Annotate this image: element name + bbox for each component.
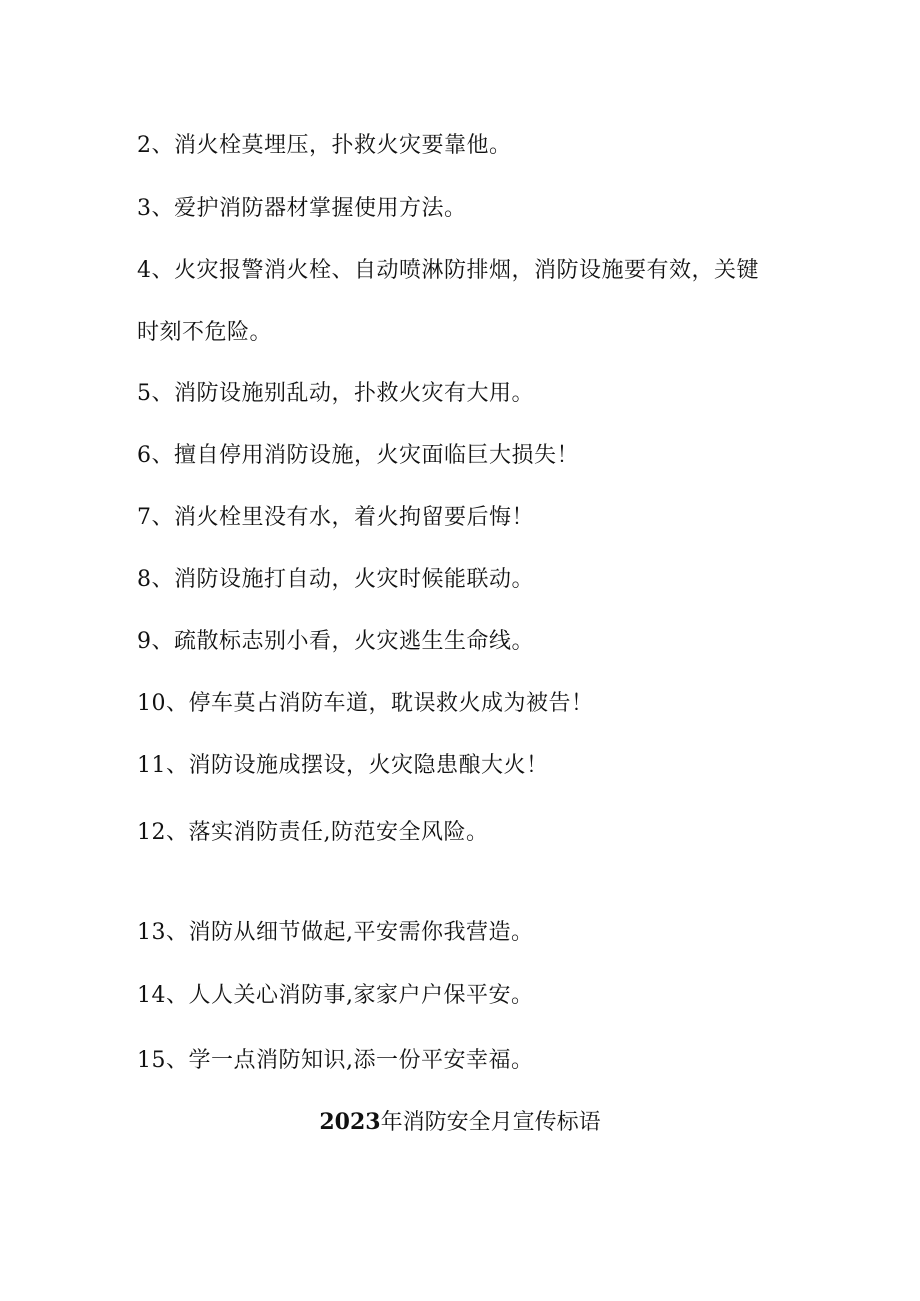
slogan-line: 3、爱护消防器材掌握使用方法。 [137, 196, 467, 221]
slogan-line: 5、消防设施别乱动，扑救火灾有大用。 [137, 381, 534, 406]
slogan-line: 11、消防设施成摆设，火灾隐患酿大火！ [137, 753, 549, 778]
slogan-line: 8、消防设施打自动，火灾时候能联动。 [137, 567, 534, 592]
slogan-line: 4、火灾报警消火栓、自动喷淋防排烟，消防设施要有效，关键 [137, 258, 759, 283]
slogan-line: 9、疏散标志别小看，火灾逃生生命线。 [137, 629, 534, 654]
slogan-line: 7、消火栓里没有水，着火拘留要后悔！ [137, 505, 534, 530]
slogan-line: 12、落实消防责任,防范安全风险。 [137, 820, 489, 845]
document-title [0, 1107, 920, 1138]
slogan-line: 15、学一点消防知识,添一份平安幸福。 [137, 1048, 534, 1073]
slogan-line: 13、消防从细节做起,平安需你我营造。 [137, 920, 534, 945]
slogan-line: 6、擅自停用消防设施，火灾面临巨大损失！ [137, 443, 579, 468]
title-year: 2023 [319, 1109, 381, 1135]
slogan-line: 14、人人关心消防事,家家户户保平安。 [137, 983, 534, 1008]
slogan-line-continuation: 时刻不危险。 [137, 320, 273, 345]
slogan-line: 10、停车莫占消防车道，耽误救火成为被告！ [137, 691, 594, 716]
title-text: 年消防安全月宣传标语 [380, 1110, 601, 1135]
slogan-line: 2、消火栓莫埋压，扑救火灾要靠他。 [137, 133, 512, 158]
